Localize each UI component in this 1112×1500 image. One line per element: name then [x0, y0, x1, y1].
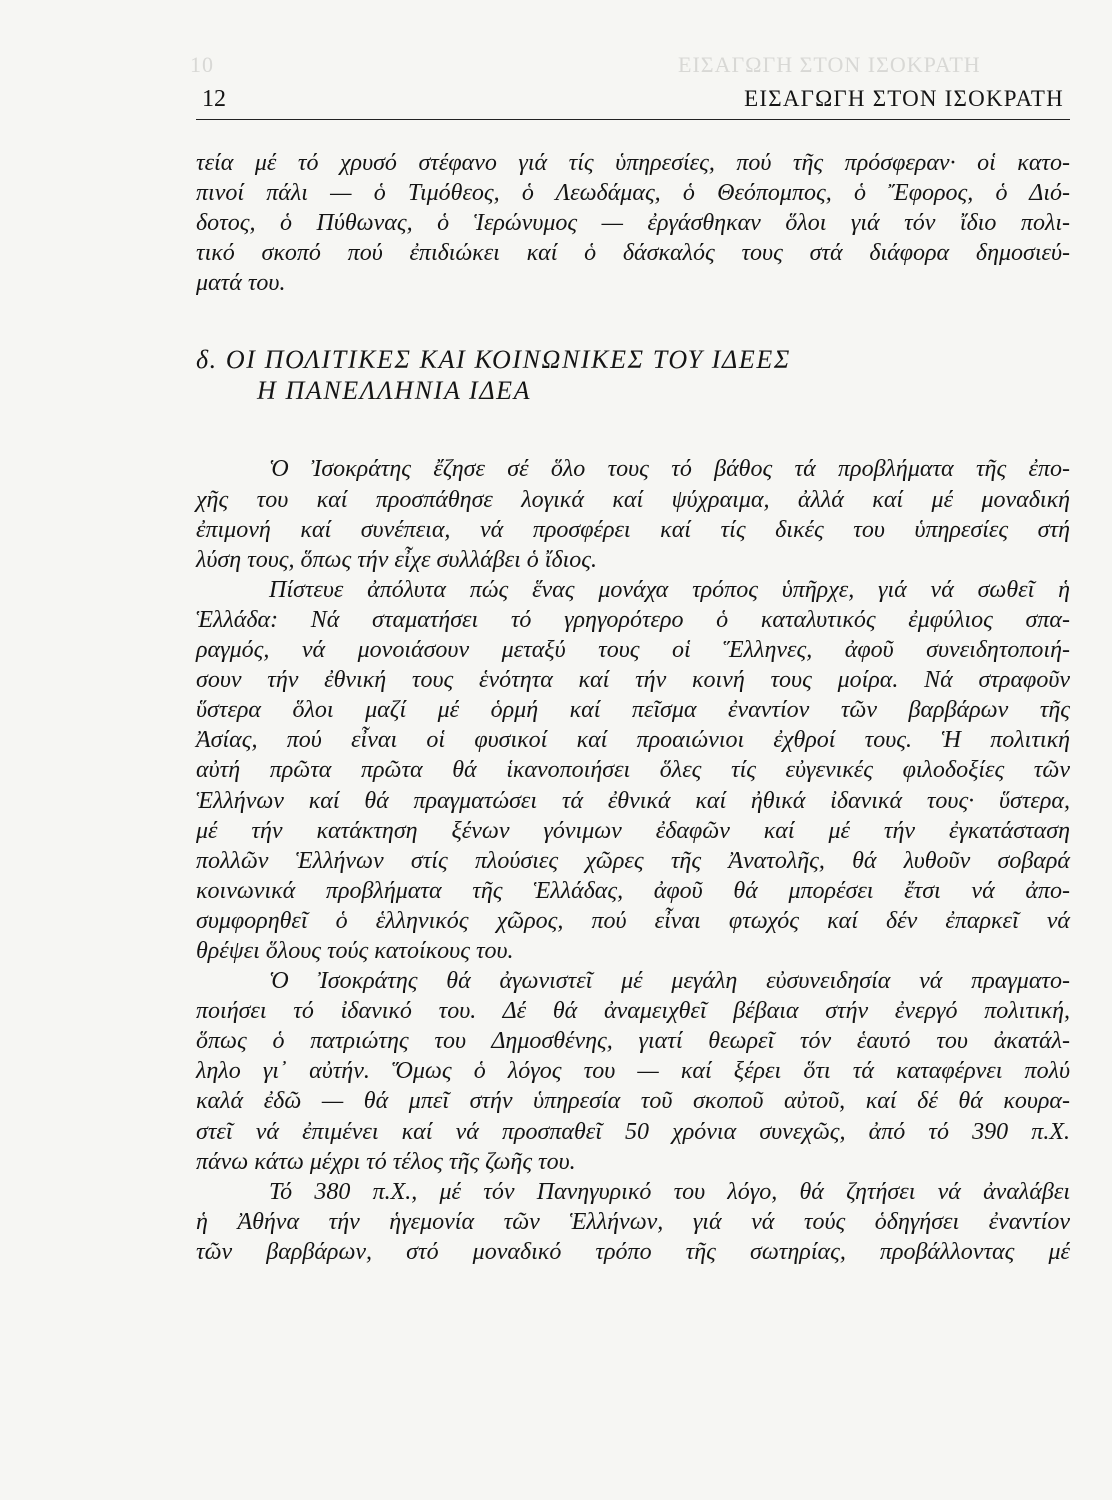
text-line: ραγμός, νά μονοιάσουν μεταξύ τους οἱ Ἕλληνες, ἀφοῦ συνειδητοποιή- — [196, 637, 1070, 664]
section-heading-line-2: Η ΠΑΝΕΛΛΗΝΙΑ ΙΔΕΑ — [257, 376, 532, 406]
text-line: πάνω κάτω μέχρι τό τέλος τῆς ζωῆς του. — [196, 1148, 576, 1175]
show-through-running-title: ΕΙΣΑΓΩΓΗ ΣΤΟΝ ΙΣΟΚΡΑΤΗ — [678, 52, 981, 77]
paragraph-2 — [196, 575, 1070, 966]
text-line: πολλῶν Ἑλλήνων στίς πλούσιες χῶρες τῆς Ἀνατολῆς, θά λυθοῦν σοβαρά — [196, 847, 1070, 874]
text-line: τεία μέ τό χρυσό στέφανο γιά τίς ὑπηρεσίες, πού τῆς πρόσφεραν· οἱ κατο- — [196, 150, 1070, 176]
text-line: ἡ Ἀθήνα τήν ἡγεμονία τῶν Ἑλλήνων, γιά νά τούς ὁδηγήσει ἐναντίον — [196, 1208, 1070, 1235]
header-divider — [196, 119, 1070, 120]
text-line: ὅπως ὁ πατριώτης του Δημοσθένης, γιατί θεωρεῖ τόν ἑαυτό του ἀκατάλ- — [196, 1028, 1070, 1055]
text-line: κοινωνικά προβλήματα τῆς Ἑλλάδας, ἀφοῦ θά μπορέσει ἔτσι νά ἀπο- — [196, 877, 1070, 904]
show-through-text — [190, 52, 1070, 76]
text-line: σουν τήν ἐθνική τους ἑνότητα καί τήν κοινή τους μοίρα. Νά στραφοῦν — [196, 667, 1070, 694]
text-line: ἐπιμονή καί συνέπεια, νά προσφέρει καί τίς δικές του ὑπηρεσίες στή — [196, 516, 1070, 543]
text-line: αὐτή πρῶτα πρῶτα θά ἱκανοποιήσει ὅλες τίς εὐγενικές φιλοδοξίες τῶν — [196, 757, 1070, 784]
text-line: Ἑλλήνων καί θά πραγματώσει τά ἐθνικά καί ἠθικά ἰδανικά τους· ὕστερα, — [196, 787, 1070, 814]
running-title: ΕΙΣΑΓΩΓΗ ΣΤΟΝ ΙΣΟΚΡΑΤΗ — [744, 86, 1064, 111]
page-header — [196, 86, 1070, 118]
section-heading-line-1: δ. ΟΙ ΠΟΛΙΤΙΚΕΣ ΚΑΙ ΚΟΙΝΩΝΙΚΕΣ ΤΟΥ ΙΔΕΕΣ — [196, 345, 791, 375]
page-body — [196, 148, 1070, 1267]
text-line: χῆς του καί προσπάθησε λογικά καί ψύχραιμα, ἀλλά καί μέ μοναδική — [196, 486, 1070, 513]
text-line: λύση τους, ὅπως τήν εἶχε συλλάβει ὁ ἴδιος. — [196, 546, 598, 573]
text-line: πινοί πάλι — ὁ Τιμόθεος, ὁ Λεωδάμας, ὁ Θεόπομπος, ὁ Ἔφορος, ὁ Διό- — [196, 180, 1070, 207]
paragraph-4 — [196, 1177, 1070, 1267]
text-line: θρέψει ὅλους τούς κατοίκους του. — [196, 937, 514, 964]
show-through-page-number: 10 — [190, 52, 214, 77]
section-heading — [196, 344, 1070, 406]
text-line: ματά του. — [196, 270, 286, 297]
text-line: καλά ἐδῶ — θά μπεῖ στήν ὑπηρεσία τοῦ σκοποῦ αὐτοῦ, καί δέ θά κουρα- — [196, 1088, 1070, 1115]
text-line: Πίστευε ἀπόλυτα πώς ἕνας μονάχα τρόπος ὑπῆρχε, γιά νά σωθεῖ ἡ — [269, 576, 1070, 603]
text-line: ὕστερα ὅλοι μαζί μέ ὁρμή καί πεῖσμα ἐναντίον τῶν βαρβάρων τῆς — [196, 697, 1070, 724]
text-line: μέ τήν κατάκτηση ξένων γόνιμων ἐδαφῶν καί μέ τήν ἐγκατάσταση — [196, 817, 1070, 844]
text-line: στεῖ νά ἐπιμένει καί νά προσπαθεῖ 50 χρόνια συνεχῶς, ἀπό τό 390 π.Χ. — [196, 1118, 1070, 1145]
text-line: Ἑλλάδα: Νά σταματήσει τό γρηγορότερο ὁ καταλυτικός ἐμφύλιος σπα- — [196, 606, 1070, 633]
page-number: 12 — [202, 86, 226, 112]
text-line: συμφορηθεῖ ὁ ἑλληνικός χῶρος, πού εἶναι φτωχός καί δέν ἐπαρκεῖ νά — [196, 907, 1070, 934]
text-line: Τό 380 π.Χ., μέ τόν Πανηγυρικό του λόγο, θά ζητήσει νά ἀναλάβει — [269, 1178, 1070, 1205]
text-line: τῶν βαρβάρων, στό μοναδικό τρόπο τῆς σωτηρίας, προβάλλοντας μέ — [196, 1238, 1070, 1265]
paragraph-1 — [196, 454, 1070, 574]
text-line: Ἀσίας, πού εἶναι οἱ φυσικοί καί προαιώνιοι ἐχθροί τους. Ἡ πολιτική — [196, 727, 1070, 754]
text-line: ποιήσει τό ἰδανικό του. Δέ θά ἀναμειχθεῖ βέβαια στήν ἐνεργό πολιτική, — [196, 998, 1070, 1025]
text-line: τικό σκοπό πού ἐπιδιώκει καί ὁ δάσκαλός τους στά διάφορα δημοσιεύ- — [196, 240, 1070, 267]
intro-paragraph — [196, 148, 1070, 298]
text-line: δοτος, ὁ Πύθωνας, ὁ Ἱερώνυμος — ἐργάσθηκαν ὅλοι γιά τόν ἴδιο πολι- — [196, 210, 1070, 237]
text-line: ληλο γι᾿ αὐτήν. Ὅμως ὁ λόγος του — καί ξέρει ὅτι τά καταφέρνει πολύ — [196, 1058, 1070, 1085]
paragraph-3 — [196, 966, 1070, 1177]
text-line: Ὁ Ἰσοκράτης ἔζησε σέ ὅλο τους τό βάθος τά προβλήματα τῆς ἐπο- — [269, 456, 1070, 483]
text-line: Ὁ Ἰσοκράτης θά ἀγωνιστεῖ μέ μεγάλη εὐσυνειδησία νά πραγματο- — [269, 968, 1070, 995]
